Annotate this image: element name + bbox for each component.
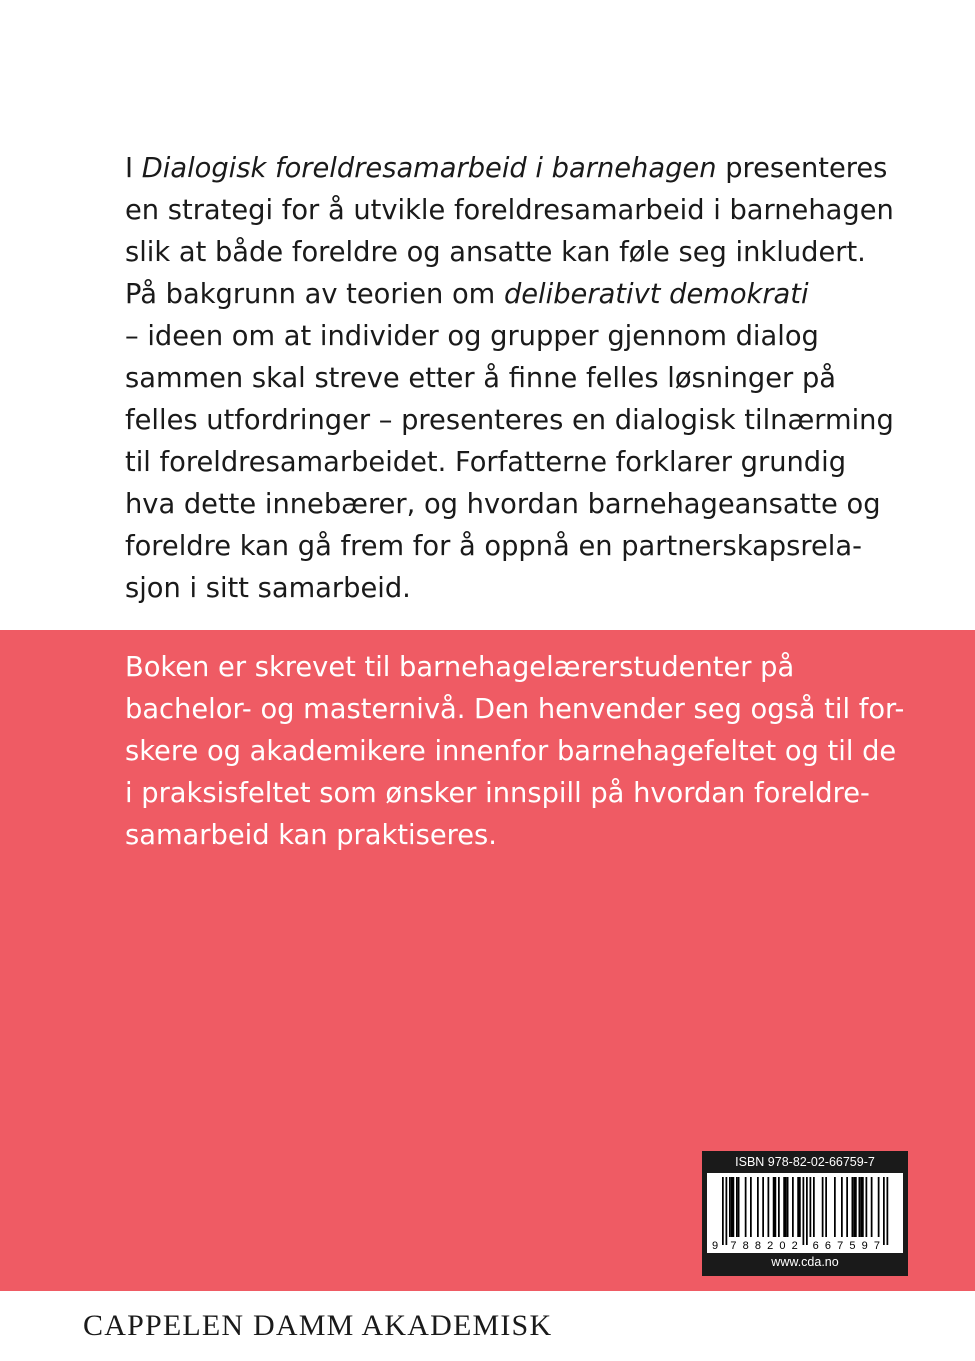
italic-phrase: Dialogisk foreldresamarbeid i barnehagen (141, 153, 717, 184)
barcode-bar (729, 1177, 731, 1237)
text-line (125, 274, 894, 316)
barcode-bar (806, 1177, 808, 1245)
text-line (125, 484, 894, 526)
text-line (125, 190, 894, 232)
barcode-bar (722, 1177, 724, 1245)
text-line (125, 400, 894, 442)
text-segment: bachelor- og masternivå. Den henvender seg også til for- (125, 694, 905, 725)
barcode-bar (733, 1177, 735, 1237)
text-line (125, 358, 894, 400)
barcode-bar (871, 1177, 873, 1237)
barcode-bar (834, 1177, 836, 1237)
barcode-bar (810, 1177, 812, 1237)
text-segment: felles utfordringer – presenteres en dialogisk tilnærming (125, 405, 894, 436)
barcode (707, 1173, 903, 1253)
text-line (125, 731, 904, 773)
barcode-bar (738, 1177, 740, 1237)
text-segment: samarbeid kan praktiseres. (125, 820, 497, 851)
barcode-bar (803, 1177, 805, 1245)
barcode-bar (883, 1177, 885, 1245)
publisher-logo: CAPPELEN DAMM AKADEMISK (83, 1309, 553, 1342)
barcode-bar (855, 1177, 857, 1237)
barcode-bar (745, 1177, 747, 1237)
barcode-digit: 7 (730, 1240, 737, 1252)
text-segment: i praksisfeltet som ønsker innspill på hvordan foreldre- (125, 778, 870, 809)
isbn-label: ISBN 978-82-02-66759-7 (735, 1155, 875, 1169)
text-segment: sammen skal streve etter å finne felles løsninger på (125, 363, 836, 394)
barcode-bar (750, 1177, 752, 1237)
barcode-bar (887, 1177, 889, 1245)
italic-phrase: deliberativt demokrati (503, 279, 809, 310)
barcode-bar (768, 1177, 770, 1237)
barcode-graphic (707, 1173, 903, 1253)
barcode-bar (860, 1177, 862, 1237)
barcode-bar (813, 1177, 815, 1237)
barcode-bar (799, 1177, 801, 1237)
text-line (125, 526, 894, 568)
barcode-bar (853, 1177, 855, 1237)
barcode-bar (878, 1177, 880, 1237)
text-segment: Boken er skrevet til barnehagelærerstudenter på (125, 652, 795, 683)
barcode-bar (825, 1177, 827, 1237)
barcode-bar (866, 1177, 868, 1237)
barcode-bar (762, 1177, 764, 1237)
barcode-bar (773, 1177, 775, 1237)
barcode-bar (859, 1177, 861, 1237)
isbn-barcode-box (702, 1151, 908, 1276)
barcode-digit: 2 (767, 1240, 774, 1252)
text-segment: – ideen om at individer og grupper gjennom dialog (125, 321, 819, 352)
text-segment: til foreldresamarbeidet. Forfatterne forklarer grundig (125, 447, 847, 478)
text-segment: en strategi for å utvikle foreldresamarbeid i barnehagen (125, 195, 894, 226)
text-segment: foreldre kan gå frem for å oppnå en partnerskapsrela- (125, 531, 862, 562)
barcode-bar (736, 1177, 738, 1237)
text-line (125, 232, 894, 274)
barcode-bar (775, 1177, 777, 1237)
barcode-bar (841, 1177, 843, 1237)
barcode-bar (731, 1177, 733, 1237)
text-line (125, 316, 894, 358)
text-line (125, 815, 904, 857)
barcode-digit: 8 (754, 1240, 761, 1252)
barcode-bar (726, 1177, 728, 1245)
barcode-bar (787, 1177, 789, 1237)
barcode-digit: 6 (824, 1240, 831, 1252)
text-segment: På bakgrunn av teorien om (125, 279, 504, 310)
barcode-digit: 7 (873, 1240, 880, 1252)
publisher-url: www.cda.no (771, 1255, 839, 1269)
barcode-bar (757, 1177, 759, 1237)
barcode-bar (797, 1177, 799, 1237)
barcode-bar (778, 1177, 780, 1237)
text-line (125, 148, 894, 190)
main-description (125, 148, 894, 610)
barcode-bar (852, 1177, 854, 1237)
text-segment: I (125, 153, 142, 184)
barcode-bar (783, 1177, 785, 1237)
text-line (125, 647, 904, 689)
text-segment: skere og akademikere innenfor barnehagefeltet og til de (125, 736, 897, 767)
barcode-bar (862, 1177, 864, 1237)
text-line (125, 568, 894, 610)
barcode-digit: 7 (837, 1240, 844, 1252)
barcode-digit: 0 (779, 1240, 786, 1252)
barcode-digit: 8 (742, 1240, 749, 1252)
barcode-digit: 5 (849, 1240, 856, 1252)
text-segment: sjon i sitt samarbeid. (125, 573, 411, 604)
barcode-digit: 9 (861, 1240, 868, 1252)
barcode-bar (846, 1177, 848, 1237)
text-segment: slik at både foreldre og ansatte kan føle seg inkludert. (125, 237, 866, 268)
audience-description (125, 647, 904, 857)
barcode-bar (792, 1177, 794, 1237)
text-line (125, 773, 904, 815)
barcode-bar (785, 1177, 787, 1237)
barcode-bar (822, 1177, 824, 1237)
barcode-digit: 2 (791, 1240, 798, 1252)
text-line (125, 442, 894, 484)
barcode-digit: 9 (711, 1240, 719, 1252)
text-segment: presenteres (716, 153, 888, 184)
barcode-digit: 6 (812, 1240, 819, 1252)
text-segment: hva dette innebærer, og hvordan barnehageansatte og (125, 489, 881, 520)
text-line (125, 689, 904, 731)
